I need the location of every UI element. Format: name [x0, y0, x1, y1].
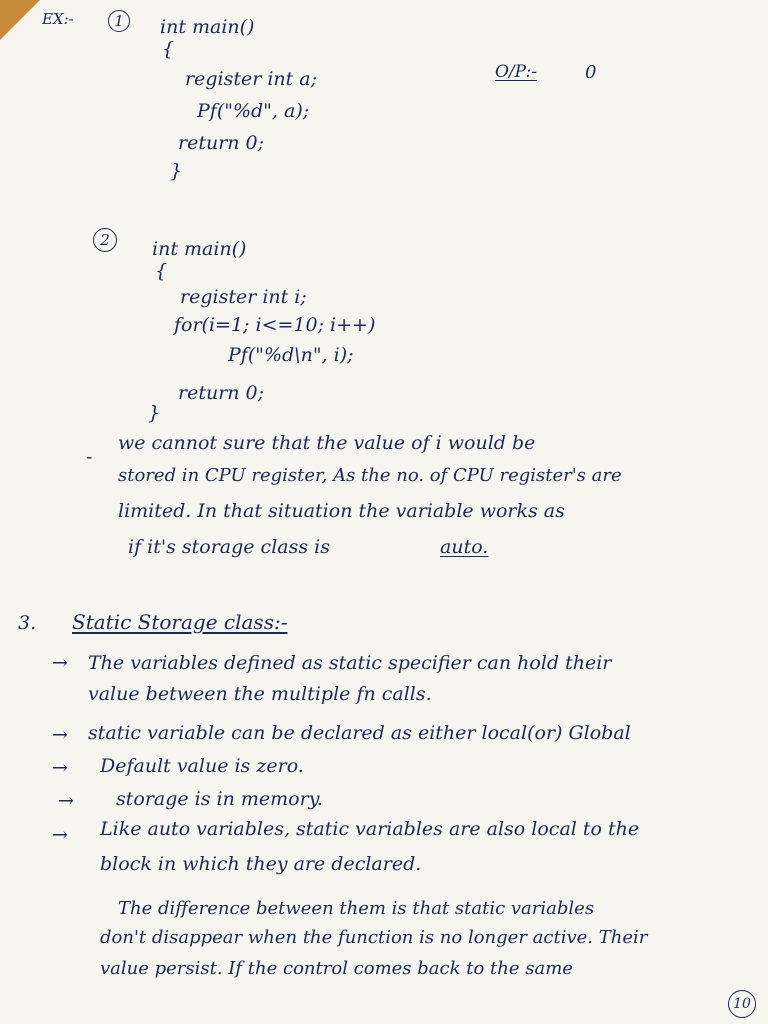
example1-line-5: return 0; [178, 132, 265, 154]
paragraph-line-2: don't disappear when the function is no longer active. Their [100, 927, 648, 948]
example1-line-6: } [170, 160, 183, 182]
paragraph-line-1: The difference between them is that static variables [118, 898, 595, 919]
example-mark: EX:- [42, 10, 74, 28]
example1-number: 1 [108, 10, 130, 32]
page-corner-fold [0, 0, 40, 40]
example2-line-4: for(i=1; i<=10; i++) [174, 314, 376, 336]
example2-line-6: return 0; [178, 382, 265, 404]
bullet-5-line-1: Like auto variables, static variables are also local to the [100, 818, 640, 840]
bullet-3-line-1: Default value is zero. [100, 755, 304, 777]
bullet-5-arrow: → [52, 824, 68, 846]
bullet-3-arrow: → [52, 757, 68, 779]
paragraph-line-3: value persist. If the control comes back to the same [100, 958, 573, 979]
note-bullet: - [86, 446, 93, 468]
section-number: 3. [18, 612, 37, 634]
example1-line-3: register int a; [185, 68, 318, 90]
output-label: O/P:- [495, 62, 537, 82]
bullet-1-arrow: → [52, 652, 68, 674]
section-title: Static Storage class:- [72, 610, 288, 634]
note-line-2: stored in CPU register, As the no. of CPU register's are [118, 465, 622, 486]
note-line-1: we cannot sure that the value of i would be [118, 432, 536, 454]
example2-line-7: } [148, 402, 161, 424]
page-number: 10 [728, 990, 756, 1018]
example2-line-3: register int i; [180, 286, 307, 308]
example2-line-5: Pf("%d\n", i); [228, 344, 354, 366]
example1-line-4: Pf("%d", a); [197, 100, 310, 122]
bullet-2-arrow: → [52, 724, 68, 746]
note-emphasis: auto. [440, 536, 489, 558]
bullet-1-line-1: The variables defined as static specifier can hold their [88, 652, 612, 674]
note-line-3: limited. In that situation the variable works as [118, 500, 565, 522]
bullet-4-arrow: → [58, 790, 74, 812]
example1-line-1: int main() [160, 16, 255, 38]
bullet-4-line-1: storage is in memory. [116, 788, 323, 810]
output-value: 0 [585, 62, 597, 83]
example2-line-1: int main() [152, 238, 247, 260]
bullet-5-line-2: block in which they are declared. [100, 853, 422, 875]
bullet-1-line-2: value between the multiple fn calls. [88, 683, 432, 705]
example2-line-2: { [155, 260, 168, 282]
example1-line-2: { [162, 38, 175, 60]
example2-number: 2 [93, 228, 117, 252]
note-line-4: if it's storage class is [128, 536, 330, 558]
bullet-2-line-1: static variable can be declared as either local(or) Global [88, 722, 631, 744]
